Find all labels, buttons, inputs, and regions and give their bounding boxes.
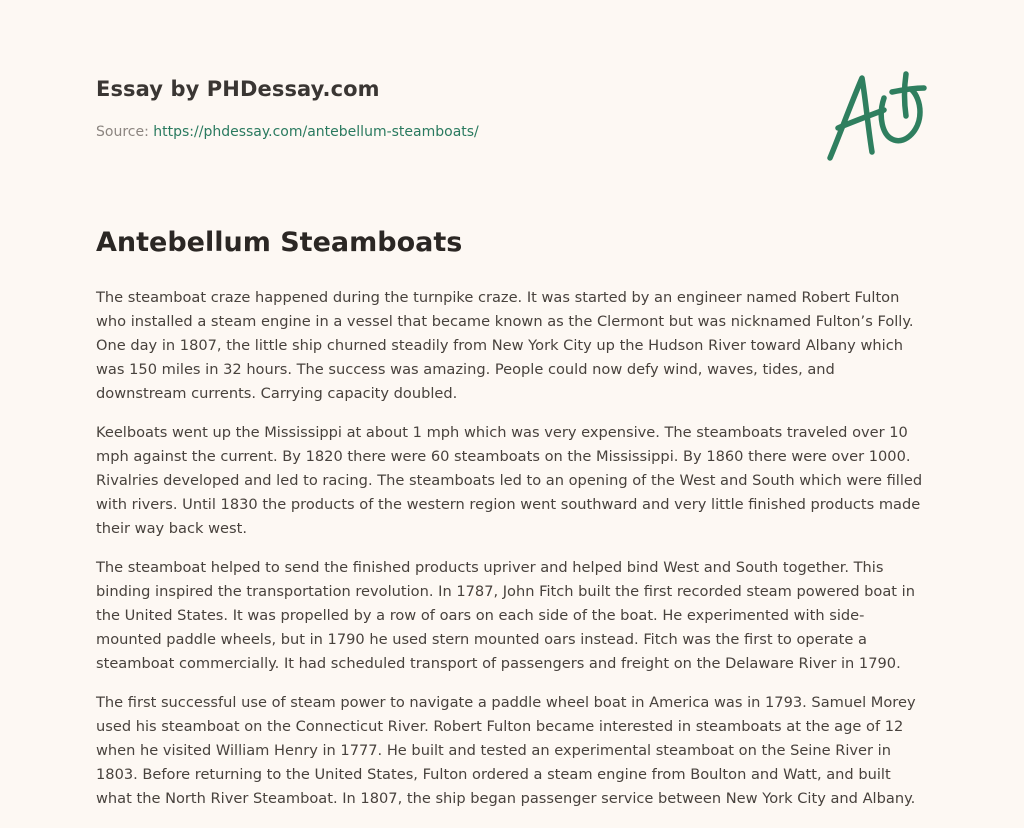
essay-paragraph: The steamboat craze happened during the turnpike craze. It was started by an engineer named Robert Fulton who installed a steam engine in a vessel that became known as the Clermont but was nicknamed Fulton’s Folly. One day in 1807, the little ship churned steadily from New York City up the Hudson River toward Albany which was 150 miles in 32 hours. The success was amazing. People could now defy wind, waves, tides, and downstream currents. Carrying capacity doubled. [96, 289, 914, 402]
a-plus-grade-logo-icon [822, 68, 932, 164]
source-link[interactable]: https://phdessay.com/antebellum-steamboats/ [153, 124, 479, 140]
essay-paragraph: The first successful use of steam power to navigate a paddle wheel boat in America was in 1793. Samuel Morey used his steamboat on the Connecticut River. Robert Fulton became interested in steamboats at the age of 12 when he visited William Henry in 1777. He built and tested an experimental steamboat on the Seine River in 1803. Before returning to the United States, Fulton ordered a steam engine from Boulton and Watt, and built what the North River Steamboat. In 1807, the ship began passenger service between New York City and Albany. [96, 694, 916, 807]
source-label: Source: [96, 124, 149, 140]
essay-title: Antebellum Steamboats [96, 227, 463, 258]
essay-paragraph: Keelboats went up the Mississippi at about 1 mph which was very expensive. The steamboats traveled over 10 mph against the current. By 1820 there were 60 steamboats on the Mississippi. By 1860 there were over 1000. Rivalries developed and led to racing. The steamboats led to an opening of the West and South which were filled with rivers. Until 1830 the products of the western region went southward and very little finished products made their way back west. [96, 424, 923, 537]
essay-body [96, 286, 928, 826]
site-title: Essay by PHDessay.com [96, 77, 380, 101]
essay-paragraph: The steamboat helped to send the finished products upriver and helped bind West and South together. This binding inspired the transportation revolution. In 1787, John Fitch built the first recorded steam powered boat in the United States. It was propelled by a row of oars on each side of the boat. He experimented with side-mounted paddle wheels, but in 1790 he used stern mounted oars instead. Fitch was the first to operate a steamboat commercially. It had scheduled transport of passengers and freight on the Delaware River in 1790. [96, 559, 915, 672]
source-line [96, 124, 479, 140]
